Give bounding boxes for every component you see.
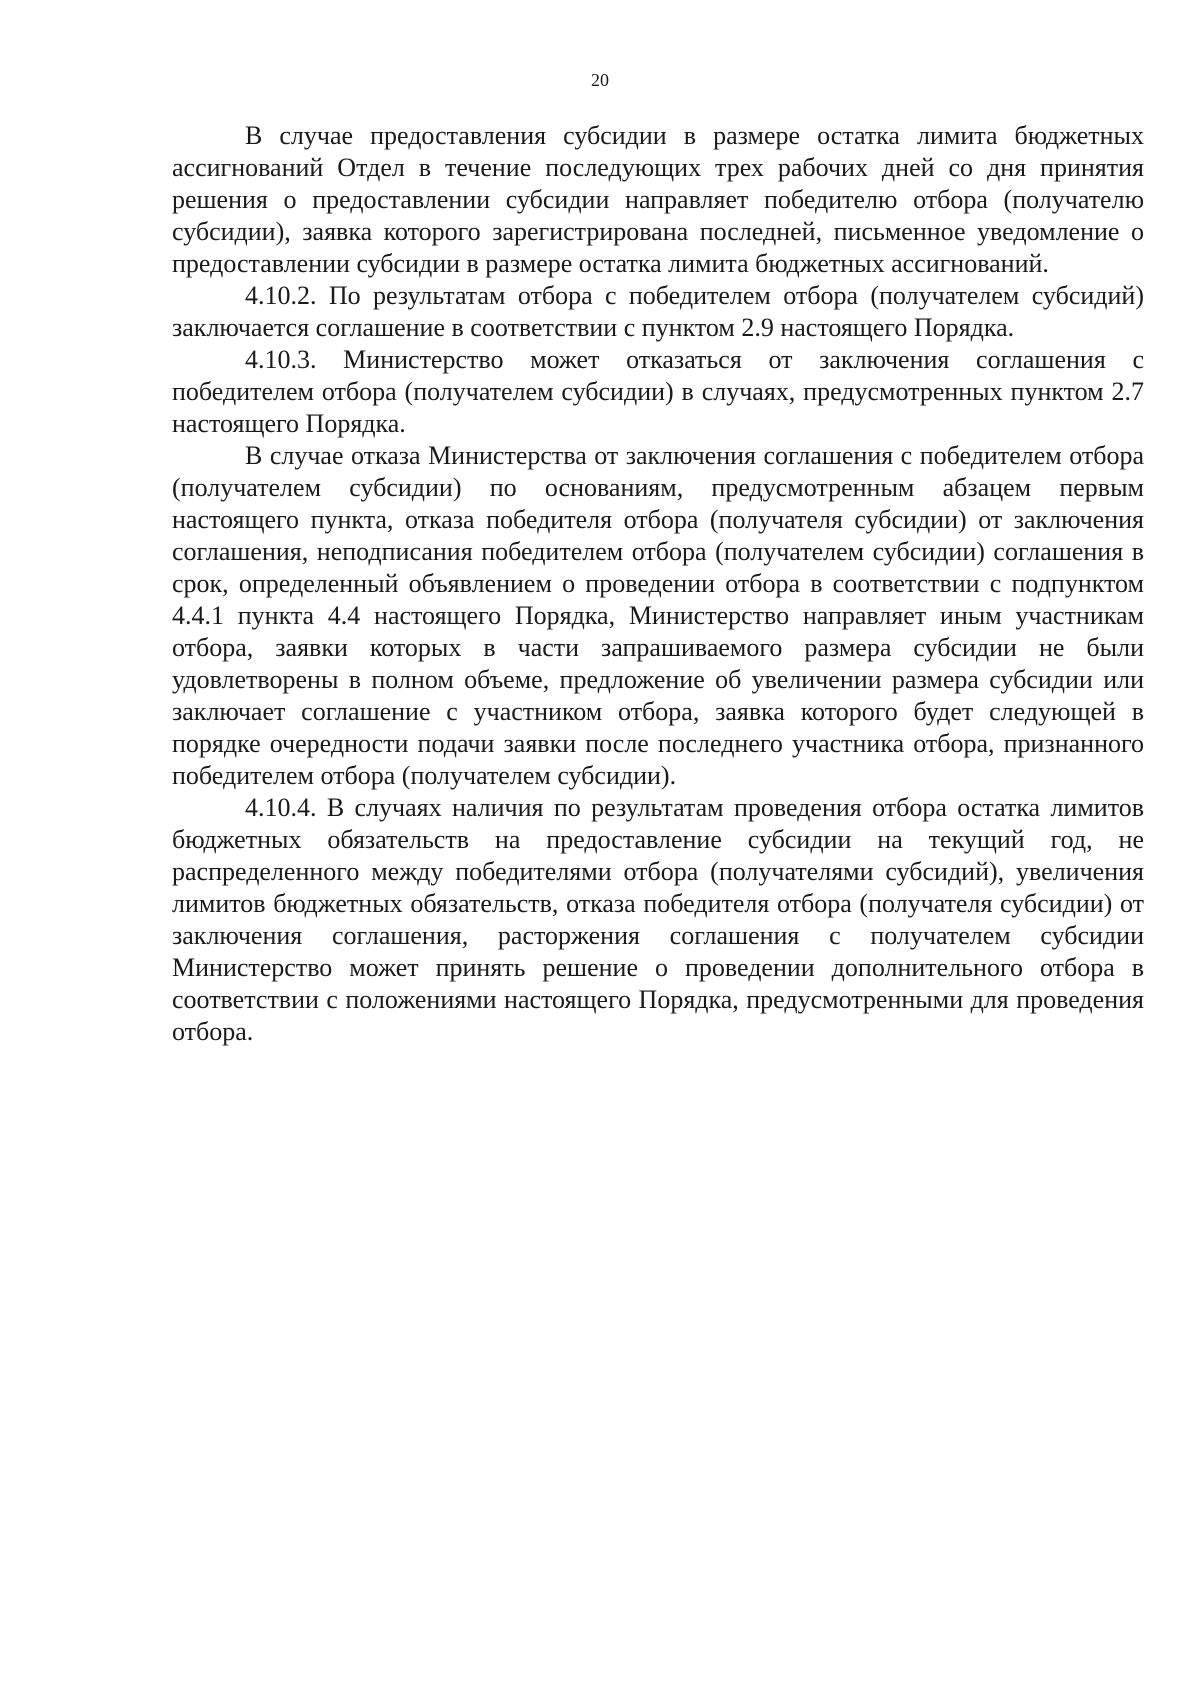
paragraph-4-10-2: 4.10.2. По результатам отбора с победителем отбора (получателем субсидий) заключается соглашение в соответствии с пунктом 2.9 настоящего Порядка. [172, 281, 1144, 342]
paragraph-4-10-4: 4.10.4. В случаях наличия по результатам проведения отбора остатка лимитов бюджетных обязательств на предоставление субсидии на текущий год, не распределенного между победителями отбора (получателями субсидий), увеличения лимитов бюджетных обязательств, отказа победителя отбора (получателя субсидии) от заключения соглашения, расторжения соглашения с получателем субсидии Министерство может принять решение о проведении дополнительного отбора в соответствии с положениями настоящего Порядка, предусмотренными для проведения отбора. [172, 793, 1144, 1046]
page-number: 20 [591, 70, 609, 90]
paragraph-refusal-case: В случае отказа Министерства от заключения соглашения с победителем отбора (получателем субсидии) по основаниям, предусмотренным абзацем первым настоящего пункта, отказа победителя отбора (получателя субсидии) от заключения соглашения, неподписания победителем отбора (получателем субсидии) соглашения в срок, определенный объявлением о проведении отбора в соответствии с подпунктом 4.4.1 пункта 4.4 настоящего Порядка, Министерство направляет иным участникам отбора, заявки которых в части запрашиваемого размера субсидии не были удовлетворены в полном объеме, предложение об увеличении размера субсидии или заключает соглашение с участником отбора, заявка которого будет следующей в порядке очередности подачи заявки после последнего участника отбора, признанного победителем отбора (получателем субсидии). [172, 441, 1144, 790]
document-body [172, 120, 1144, 1048]
paragraph-remaining-limit-notice: В случае предоставления субсидии в размере остатка лимита бюджетных ассигнований Отдел в течение последующих трех рабочих дней со дня принятия решения о предоставлении субсидии направляет победителю отбора (получателю субсидии), заявка которого зарегистрирована последней, письменное уведомление о предоставлении субсидии в размере остатка лимита бюджетных ассигнований. [172, 121, 1144, 278]
paragraph-4-10-3: 4.10.3. Министерство может отказаться от заключения соглашения с победителем отбора (получателем субсидии) в случаях, предусмотренных пунктом 2.7 настоящего Порядка. [172, 345, 1144, 438]
